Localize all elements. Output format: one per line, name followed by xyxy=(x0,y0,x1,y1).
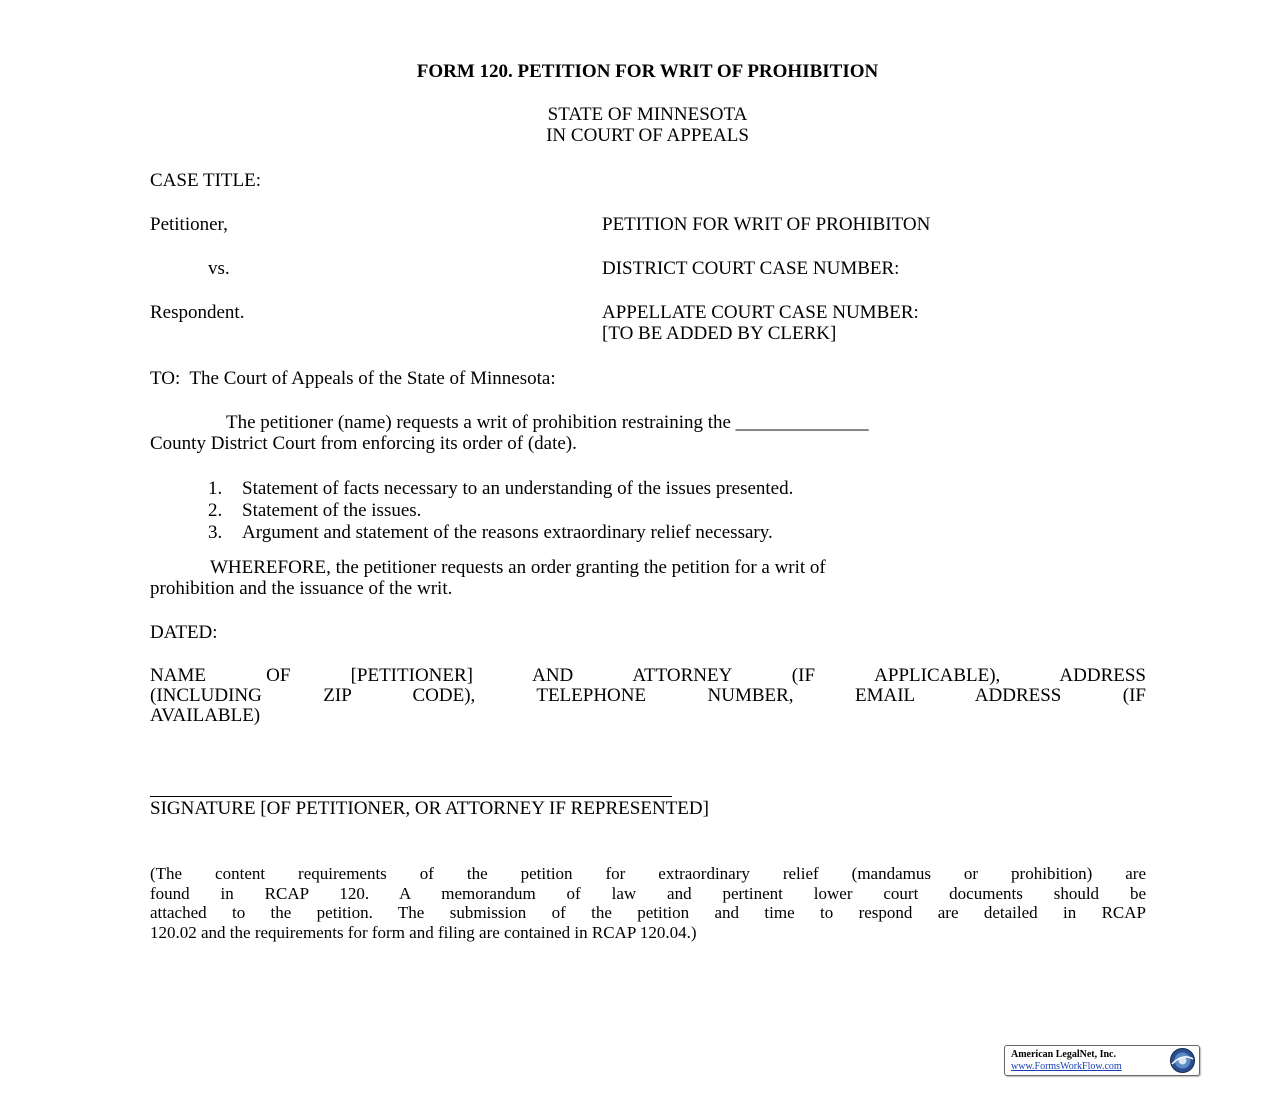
list-item xyxy=(208,522,793,544)
issues-list xyxy=(208,478,793,544)
respondent-label: Respondent. xyxy=(150,302,245,323)
note-line-4: 120.02 and the requirements for form and filing are contained in RCAP 120.04.) xyxy=(150,922,697,942)
note-line-2: found in RCAP 120. A memorandum of law and pertinent lower court documents should be xyxy=(150,883,1146,903)
appellate-case-number-block xyxy=(602,302,919,344)
to-line: TO: The Court of Appeals of the State of Minnesota: xyxy=(150,368,556,389)
appellate-case-number-note: [TO BE ADDED BY CLERK] xyxy=(602,323,837,344)
list-item xyxy=(208,500,793,522)
globe-logo-icon xyxy=(1169,1047,1196,1074)
signature-label: SIGNATURE [OF PETITIONER, OR ATTORNEY IF REPRESENTED] xyxy=(150,798,709,819)
list-item-text: Argument and statement of the reasons extraordinary relief necessary. xyxy=(242,522,773,543)
list-item-text: Statement of the issues. xyxy=(242,500,422,521)
publisher-name: American LegalNet, Inc. xyxy=(1011,1049,1116,1060)
form-title: FORM 120. PETITION FOR WRIT OF PROHIBITION xyxy=(416,61,879,82)
list-item xyxy=(208,478,793,500)
note-line-3: attached to the petition. The submission of the petition and time to respond are detailed in RCAP xyxy=(150,903,1146,922)
wherefore-line-2: prohibition and the issuance of the writ. xyxy=(150,578,453,599)
name-address-block xyxy=(150,666,1146,726)
name-block-line-1: NAME OF [PETITIONER] AND ATTORNEY (IF APPLICABLE), ADDRESS xyxy=(150,665,1146,686)
signature-line xyxy=(150,796,672,797)
list-item-number: 3. xyxy=(208,522,223,543)
state-name: STATE OF MINNESOTA xyxy=(547,104,748,125)
court-heading xyxy=(0,104,1275,146)
note-line-1: (The content requirements of the petition for extraordinary relief (mandamus or prohibition) are xyxy=(150,864,1146,883)
court-name: IN COURT OF APPEALS xyxy=(546,125,749,146)
list-item-number: 1. xyxy=(208,478,223,499)
name-block-line-2: (INCLUDING ZIP CODE), TELEPHONE NUMBER, EMAIL ADDRESS (IF xyxy=(150,685,1146,706)
dated-label: DATED: xyxy=(150,622,218,643)
rules-note xyxy=(150,864,1146,942)
document-name: PETITION FOR WRIT OF PROHIBITON xyxy=(602,214,931,235)
case-title-label: CASE TITLE: xyxy=(150,170,262,191)
appellate-case-number-label: APPELLATE COURT CASE NUMBER: xyxy=(602,302,919,323)
wherefore-line-1: WHEREFORE, the petitioner requests an order granting the petition for a writ of xyxy=(210,557,826,578)
name-block-line-3: AVAILABLE) xyxy=(150,705,261,726)
district-case-number-label: DISTRICT COURT CASE NUMBER: xyxy=(602,258,900,279)
list-item-number: 2. xyxy=(208,500,223,521)
publisher-website-link[interactable]: www.FormsWorkFlow.com xyxy=(1011,1061,1122,1072)
request-line-1: The petitioner (name) requests a writ of prohibition restraining the ______________ xyxy=(226,412,869,433)
petitioner-label: Petitioner, xyxy=(150,214,228,235)
request-paragraph xyxy=(150,412,1150,454)
list-item-text: Statement of facts necessary to an understanding of the issues presented. xyxy=(242,478,794,499)
request-line-2: County District Court from enforcing its order of (date). xyxy=(150,433,577,454)
vs-label: vs. xyxy=(208,258,230,279)
publisher-badge xyxy=(1004,1045,1200,1076)
wherefore-paragraph xyxy=(150,557,1150,599)
